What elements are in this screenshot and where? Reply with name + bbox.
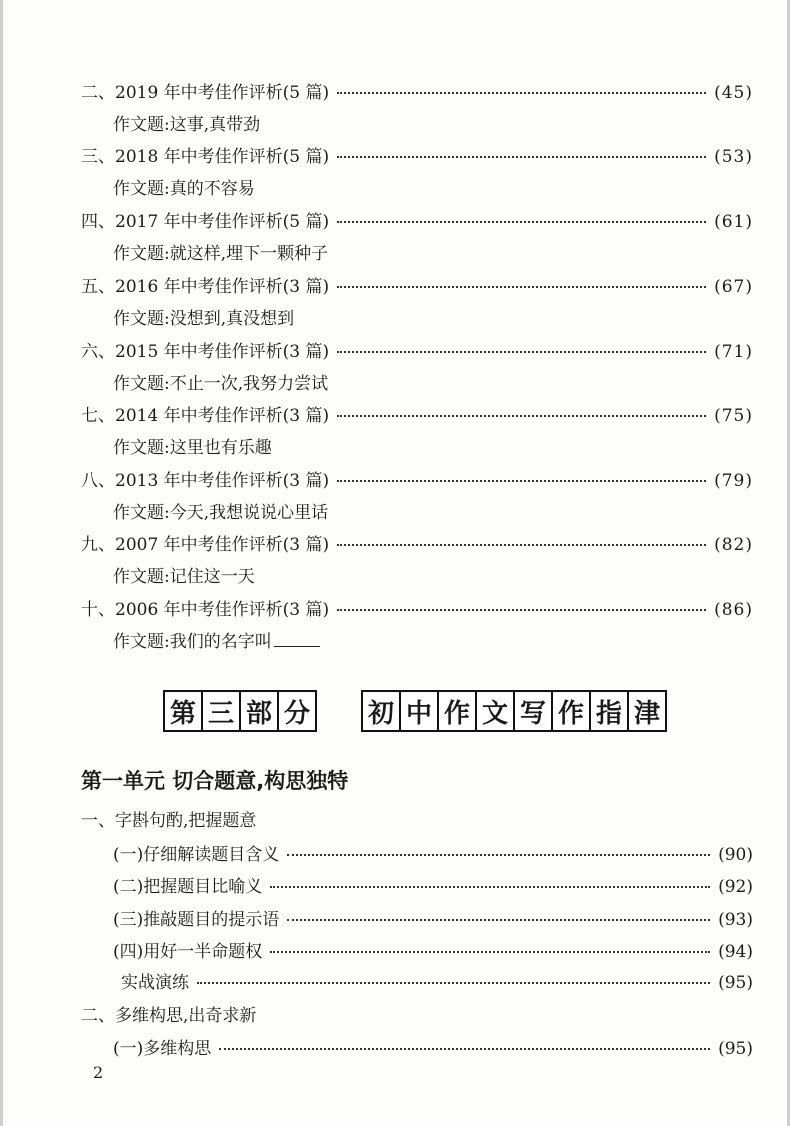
dot-leader (337, 351, 706, 353)
toc-subentry-page: (93) (718, 910, 753, 930)
essay-title-2019: 作文题:这事,真带劲 (113, 115, 261, 135)
part-label-boxes (163, 690, 315, 732)
toc-entry-page: (53) (714, 147, 753, 167)
toc-subentry-page: (95) (718, 973, 753, 993)
toc-entry-title: 四、2017 年中考佳作评析(5 篇) (81, 212, 330, 232)
dot-leader (270, 951, 710, 953)
section-heading-1: 一、字斟句酌,把握题意 (81, 811, 257, 831)
toc-entry-2015 (81, 337, 753, 362)
dot-leader (337, 609, 706, 611)
toc-subentry (113, 937, 753, 962)
toc-subentry-title: (一)多维构思 (113, 1039, 212, 1059)
essay-title-2013: 作文题:今天,我想说说心里话 (113, 503, 329, 523)
essay-title-2014: 作文题:这里也有乐趣 (113, 438, 272, 458)
dot-leader (219, 1048, 710, 1050)
toc-entry-2006 (81, 595, 753, 620)
toc-entry-title: 五、2016 年中考佳作评析(3 篇) (81, 277, 330, 297)
title-char-box: 津 (627, 690, 667, 732)
title-char-box: 初 (361, 690, 401, 732)
toc-entry-2016 (81, 272, 753, 297)
toc-entry-2013 (81, 466, 753, 491)
part-char-box: 三 (201, 690, 241, 732)
fill-in-blank (274, 632, 320, 647)
toc-subentry-title: (一)仔细解读题目含义 (113, 845, 280, 865)
dot-leader (337, 221, 706, 223)
toc-entry-2014 (81, 401, 753, 426)
toc-entry-title: 二、2019 年中考佳作评析(5 篇) (81, 83, 330, 103)
toc-subentry (113, 840, 753, 865)
toc-entry-page: (79) (714, 471, 753, 491)
dot-leader (337, 480, 706, 482)
part-title-boxes (361, 690, 665, 732)
section-heading-2: 二、多维构思,出奇求新 (81, 1006, 257, 1026)
unit-heading: 第一单元 切合题意,构思独特 (81, 769, 349, 793)
dot-leader (337, 286, 706, 288)
title-char-box: 写 (513, 690, 553, 732)
title-char-box: 指 (589, 690, 629, 732)
dot-leader (287, 854, 710, 856)
toc-entry-page: (71) (714, 342, 753, 362)
dot-leader (337, 156, 706, 158)
toc-entry-page: (82) (714, 535, 753, 555)
toc-entry-2019 (81, 78, 753, 103)
toc-subentry (113, 1034, 753, 1059)
toc-entry-title: 六、2015 年中考佳作评析(3 篇) (81, 342, 330, 362)
essay-title-2016: 作文题:没想到,真没想到 (113, 309, 295, 329)
essay-title-2006 (113, 627, 320, 652)
dot-leader (270, 886, 710, 888)
toc-entry-2007 (81, 530, 753, 555)
page-number: 2 (93, 1063, 104, 1082)
dot-leader (337, 544, 706, 546)
toc-entry-title: 八、2013 年中考佳作评析(3 篇) (81, 471, 330, 491)
toc-entry-2017 (81, 207, 753, 232)
toc-entry-title: 七、2014 年中考佳作评析(3 篇) (81, 406, 330, 426)
dot-leader (197, 982, 710, 984)
dot-leader (287, 919, 710, 921)
toc-subentry-page: (90) (718, 845, 753, 865)
toc-subentry (113, 905, 753, 930)
essay-title-2015: 作文题:不止一次,我努力尝试 (113, 374, 329, 394)
dot-leader (337, 92, 706, 94)
dot-leader (337, 415, 706, 417)
essay-title-2007: 作文题:记住这一天 (113, 567, 255, 587)
toc-entry-page: (61) (714, 212, 753, 232)
title-char-box: 作 (551, 690, 591, 732)
toc-entry-page: (86) (714, 600, 753, 620)
part-three-heading (163, 686, 723, 736)
toc-subentry-page: (92) (718, 877, 753, 897)
toc-entry-2018 (81, 142, 753, 167)
toc-entry-title: 三、2018 年中考佳作评析(5 篇) (81, 147, 330, 167)
toc-entry-title: 十、2006 年中考佳作评析(3 篇) (81, 600, 330, 620)
part-char-box: 第 (163, 690, 203, 732)
toc-subentry (113, 872, 753, 897)
toc-subentry-title: 实战演练 (121, 973, 189, 993)
toc-subentry-page: (95) (718, 1039, 753, 1059)
toc-subentry-title: (二)把握题目比喻义 (113, 877, 263, 897)
part-char-box: 部 (239, 690, 279, 732)
toc-entry-page: (45) (714, 83, 753, 103)
toc-subentry-title: (三)推敲题目的提示语 (113, 910, 280, 930)
toc-subentry (121, 968, 753, 993)
toc-subentry-page: (94) (718, 942, 753, 962)
essay-title-text: 作文题:我们的名字叫 (113, 632, 272, 652)
part-char-box: 分 (277, 690, 317, 732)
toc-entry-title: 九、2007 年中考佳作评析(3 篇) (81, 535, 330, 555)
toc-entry-page: (67) (714, 277, 753, 297)
essay-title-2017: 作文题:就这样,埋下一颗种子 (113, 244, 329, 264)
title-char-box: 文 (475, 690, 515, 732)
essay-title-2018: 作文题:真的不容易 (113, 179, 255, 199)
toc-entry-page: (75) (714, 406, 753, 426)
toc-subentry-title: (四)用好一半命题权 (113, 942, 263, 962)
title-char-box: 作 (437, 690, 477, 732)
title-char-box: 中 (399, 690, 439, 732)
